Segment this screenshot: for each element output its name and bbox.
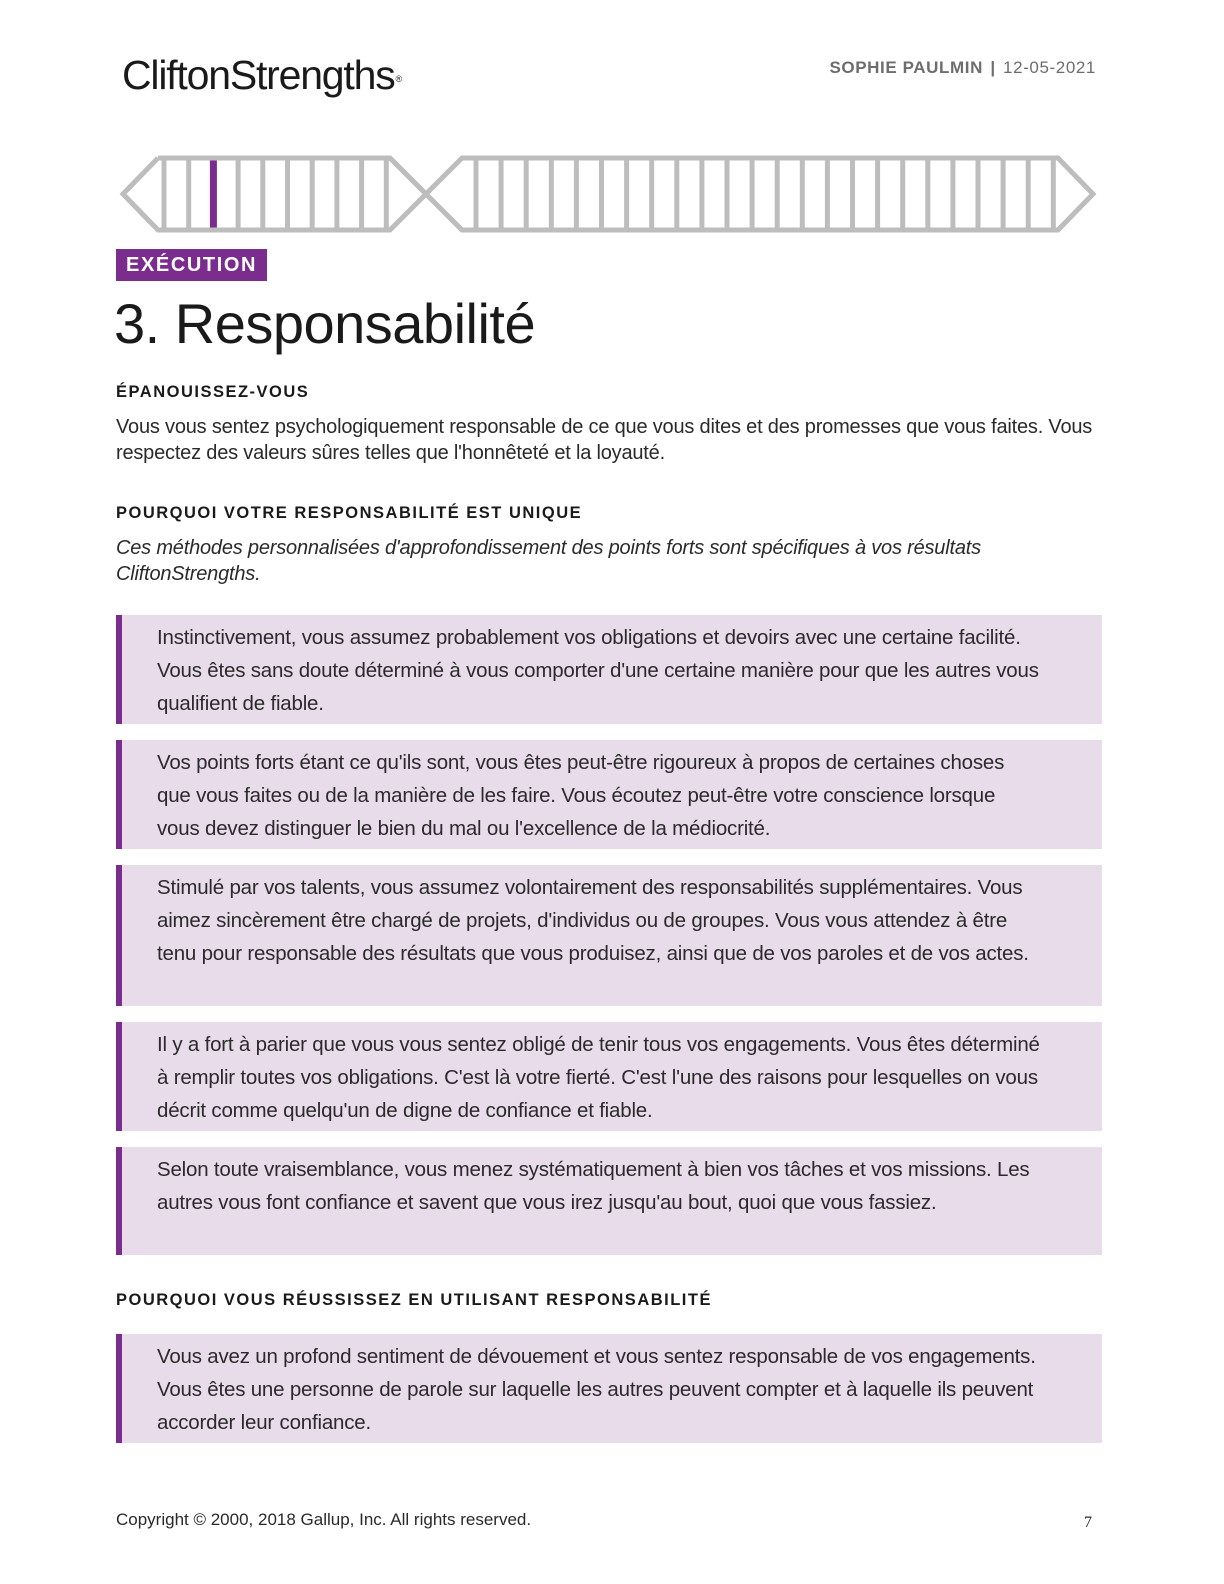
thrive-heading: ÉPANOUISSEZ-VOUS bbox=[116, 383, 310, 401]
cliftonstrengths-logo bbox=[122, 50, 401, 100]
strip-bar bbox=[1026, 158, 1031, 230]
strip-bar bbox=[499, 158, 504, 230]
strip-bar bbox=[285, 158, 290, 230]
succeed-heading: POURQUOI VOUS RÉUSSISSEZ EN UTILISANT RESPONSABILITÉ bbox=[116, 1291, 712, 1309]
strip-bar bbox=[900, 158, 905, 230]
strip-bar bbox=[800, 158, 805, 230]
strip-bar bbox=[310, 158, 315, 230]
strip-bar bbox=[384, 158, 389, 230]
strip-bar bbox=[359, 158, 364, 230]
strip-bar-highlighted bbox=[210, 158, 217, 230]
theme-title: 3. Responsabilité bbox=[114, 292, 536, 355]
strip-bar bbox=[624, 158, 629, 230]
strip-bar bbox=[674, 158, 679, 230]
strip-arrow-left bbox=[123, 158, 426, 230]
strip-bar bbox=[699, 158, 704, 230]
unique-intro: Ces méthodes personnalisées d'approfondissement des points forts sont spécifiques à vos résultats CliftonStrengths. bbox=[116, 537, 981, 585]
logo-text: CliftonStrengths bbox=[122, 52, 395, 98]
strip-bar bbox=[334, 158, 339, 230]
insight-block: Vos points forts étant ce qu'ils sont, vous êtes peut-être rigoureux à propos de certaines choses que vous faites ou de la manière de les faire. Vous écoutez peut-être votre conscience lorsque vous devez distinguer le bien du mal ou l'excellence de la médiocrité. bbox=[116, 740, 1102, 849]
insight-block: Selon toute vraisemblance, vous menez systématiquement à bien vos tâches et vos missions. Les autres vous font confiance et savent que vous irez jusqu'au bout, quoi que vous fassiez. bbox=[116, 1147, 1102, 1255]
thrive-text: Vous vous sentez psychologiquement responsable de ce que vous dites et des promesses que vous faites. Vous respectez des valeurs sûres telles que l'honnêteté et la loyauté. bbox=[116, 416, 1093, 464]
strip-bar bbox=[825, 158, 830, 230]
person-name: SOPHIE PAULMIN bbox=[829, 58, 984, 77]
registered-mark: ® bbox=[395, 74, 401, 84]
report-header-info bbox=[829, 58, 1096, 78]
header-separator: | bbox=[990, 58, 996, 77]
insight-block: Instinctivement, vous assumez probablement vos obligations et devoirs avec une certaine facilité. Vous êtes sans doute déterminé à vous comporter d'une certaine manière pour que les autres vous qualifient de fiable. bbox=[116, 615, 1102, 724]
domain-badge: EXÉCUTION bbox=[116, 249, 267, 281]
strip-bar bbox=[750, 158, 755, 230]
strip-bar bbox=[725, 158, 730, 230]
insight-block: Il y a fort à parier que vous vous sentez obligé de tenir tous vos engagements. Vous êtes déterminé à remplir toutes vos obligations. C'est là votre fierté. C'est l'une des raisons pour lesquelles on vous décrit comme quelqu'un de digne de confiance et fiable. bbox=[116, 1022, 1102, 1131]
strip-bar bbox=[599, 158, 604, 230]
strip-bar bbox=[524, 158, 529, 230]
strip-bar bbox=[236, 158, 241, 230]
strip-bar bbox=[925, 158, 930, 230]
strip-bar bbox=[549, 158, 554, 230]
strip-bar bbox=[186, 158, 191, 230]
strip-bar bbox=[850, 158, 855, 230]
copyright-notice: Copyright © 2000, 2018 Gallup, Inc. All rights reserved. bbox=[116, 1510, 532, 1529]
strip-bar bbox=[649, 158, 654, 230]
strip-bar bbox=[574, 158, 579, 230]
succeed-insight-block: Vous avez un profond sentiment de dévouement et vous sentez responsable de vos engagements. Vous êtes une personne de parole sur laquelle les autres peuvent compter et à laquelle ils peuvent accorder leur confiance. bbox=[116, 1334, 1102, 1443]
unique-heading: POURQUOI VOTRE RESPONSABILITÉ EST UNIQUE bbox=[116, 504, 583, 522]
strip-bar bbox=[1001, 158, 1006, 230]
report-date: 12-05-2021 bbox=[1003, 58, 1096, 77]
strip-bar bbox=[474, 158, 479, 230]
page-number: 7 bbox=[1084, 1514, 1092, 1531]
strip-bar bbox=[976, 158, 981, 230]
strength-rank-strip bbox=[118, 152, 1098, 240]
strip-bar bbox=[1051, 158, 1056, 230]
strip-bar bbox=[775, 158, 780, 230]
strip-bar bbox=[950, 158, 955, 230]
strip-bar bbox=[260, 158, 265, 230]
insight-block: Stimulé par vos talents, vous assumez volontairement des responsabilités supplémentaires. Vous aimez sincèrement être chargé de projets, d'individus ou de groupes. Vous vous attendez à être tenu pour responsable des résultats que vous produisez, ainsi que de vos paroles et de vos actes. bbox=[116, 865, 1102, 1006]
strip-bar bbox=[875, 158, 880, 230]
strip-bar bbox=[162, 158, 167, 230]
